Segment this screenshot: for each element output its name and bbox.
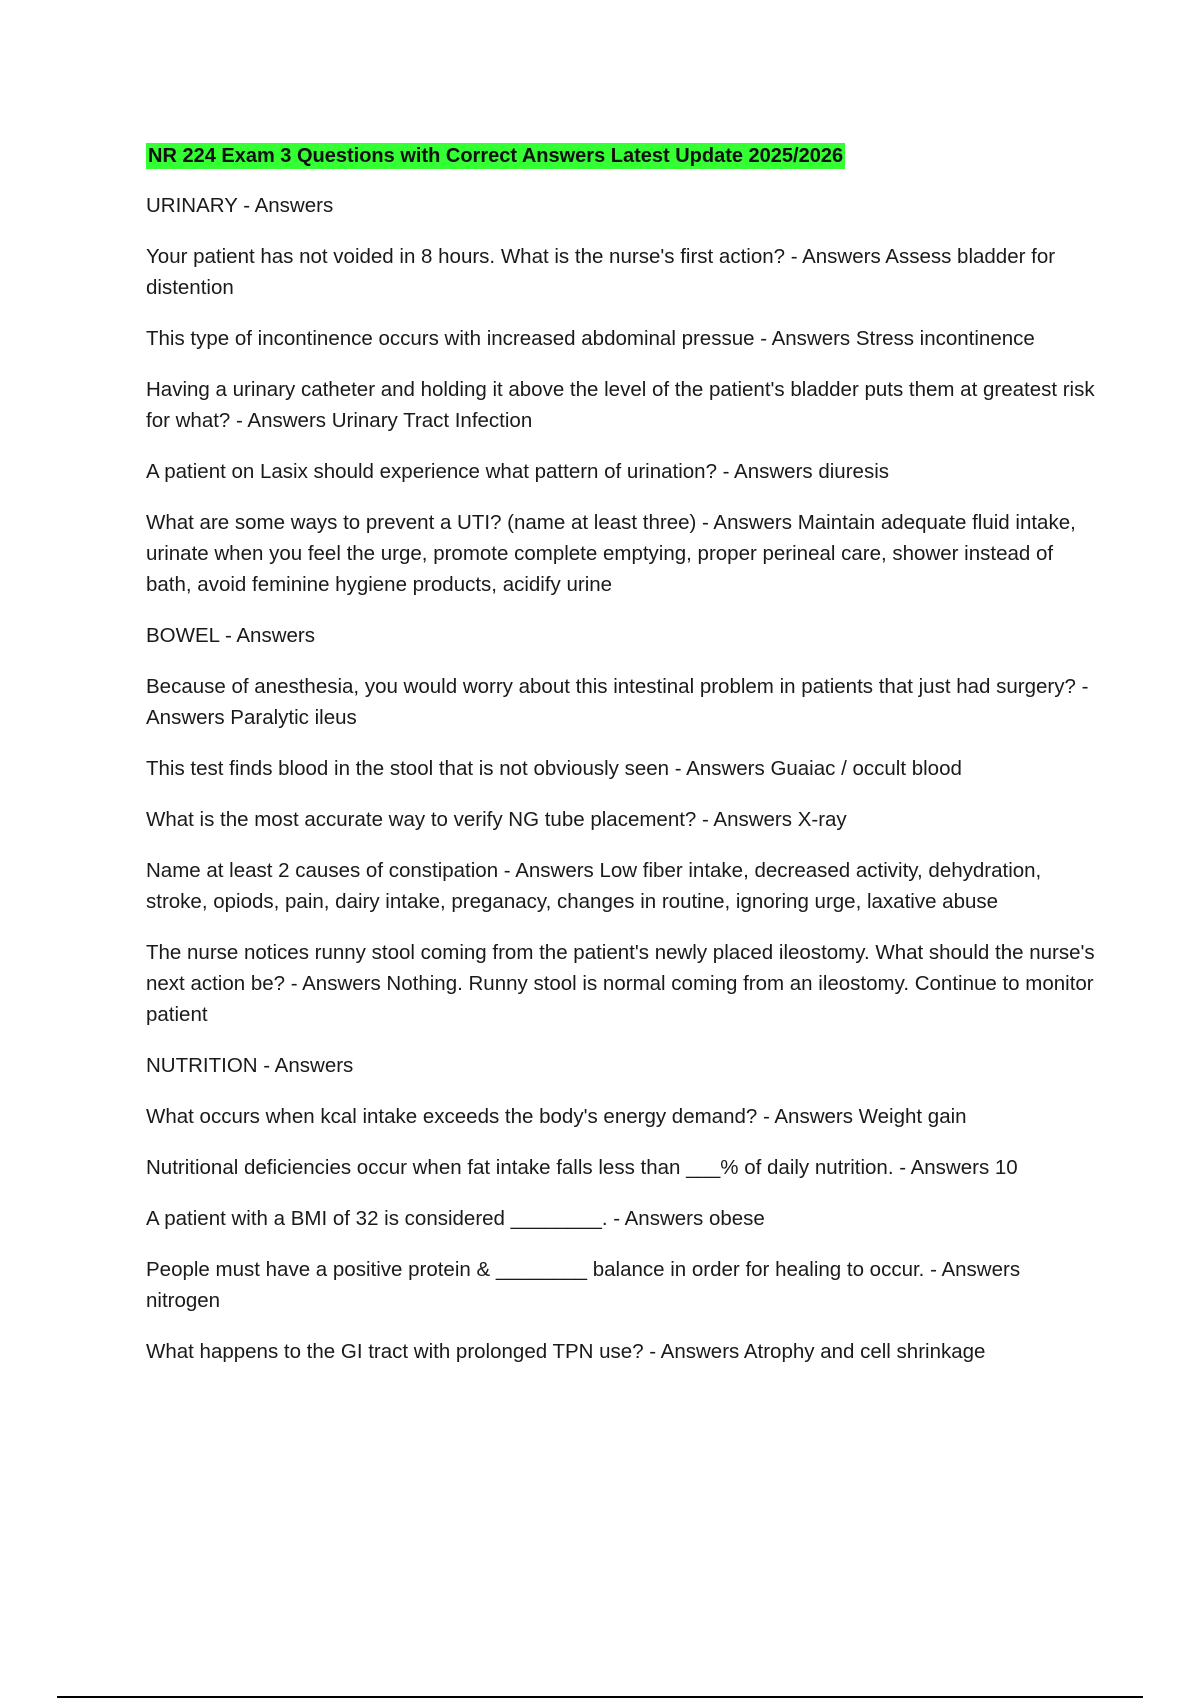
qa-item: What is the most accurate way to verify NG tube placement? - Answers X-ray [146,808,847,831]
qa-item: What are some ways to prevent a UTI? (name at least three) - Answers Maintain adequate fluid intake, urinate when you feel the urge, promote complete emptying, proper perineal care, shower instead of bath, avoid feminine hygiene products, acidify urine [146,511,1076,596]
section-heading-bowel: BOWEL - Answers [146,624,315,647]
section-heading-urinary: URINARY - Answers [146,194,334,217]
qa-item: Because of anesthesia, you would worry about this intestinal problem in patients that just had surgery? - Answers Paralytic ileus [146,675,1089,729]
qa-item: The nurse notices runny stool coming from the patient's newly placed ileostomy. What should the nurse's next action be? - Answers Nothing. Runny stool is normal coming from an ileostomy. Continue to monitor patient [146,941,1095,1026]
qa-item: A patient on Lasix should experience what pattern of urination? - Answers diuresis [146,460,889,483]
qa-item: This test finds blood in the stool that is not obviously seen - Answers Guaiac / occult blood [146,757,962,780]
document-title: NR 224 Exam 3 Questions with Correct Answers Latest Update 2025/2026 [148,145,844,167]
qa-item: A patient with a BMI of 32 is considered ________. - Answers obese [146,1207,765,1230]
qa-item: This type of incontinence occurs with increased abdominal pressue - Answers Stress incontinence [146,327,1035,350]
section-heading-nutrition: NUTRITION - Answers [146,1054,354,1077]
qa-item: Nutritional deficiencies occur when fat intake falls less than ___% of daily nutrition. - Answers 10 [146,1156,1018,1179]
qa-item: People must have a positive protein & ________ balance in order for healing to occur. - Answers nitrogen [146,1258,1021,1312]
qa-item: What happens to the GI tract with prolonged TPN use? - Answers Atrophy and cell shrinkage [146,1340,986,1363]
qa-item: Having a urinary catheter and holding it above the level of the patient's bladder puts them at greatest risk for what? - Answers Urinary Tract Infection [146,378,1095,432]
qa-item: Your patient has not voided in 8 hours. What is the nurse's first action? - Answers Assess bladder for distention [146,245,1056,299]
qa-item: Name at least 2 causes of constipation - Answers Low fiber intake, decreased activity, dehydration, stroke, opiods, pain, dairy intake, preganacy, changes in routine, ignoring urge, laxative abuse [146,859,1042,913]
footer-rule [57,1696,1143,1698]
document-content [146,143,1096,1387]
qa-item: What occurs when kcal intake exceeds the body's energy demand? - Answers Weight gain [146,1105,967,1128]
